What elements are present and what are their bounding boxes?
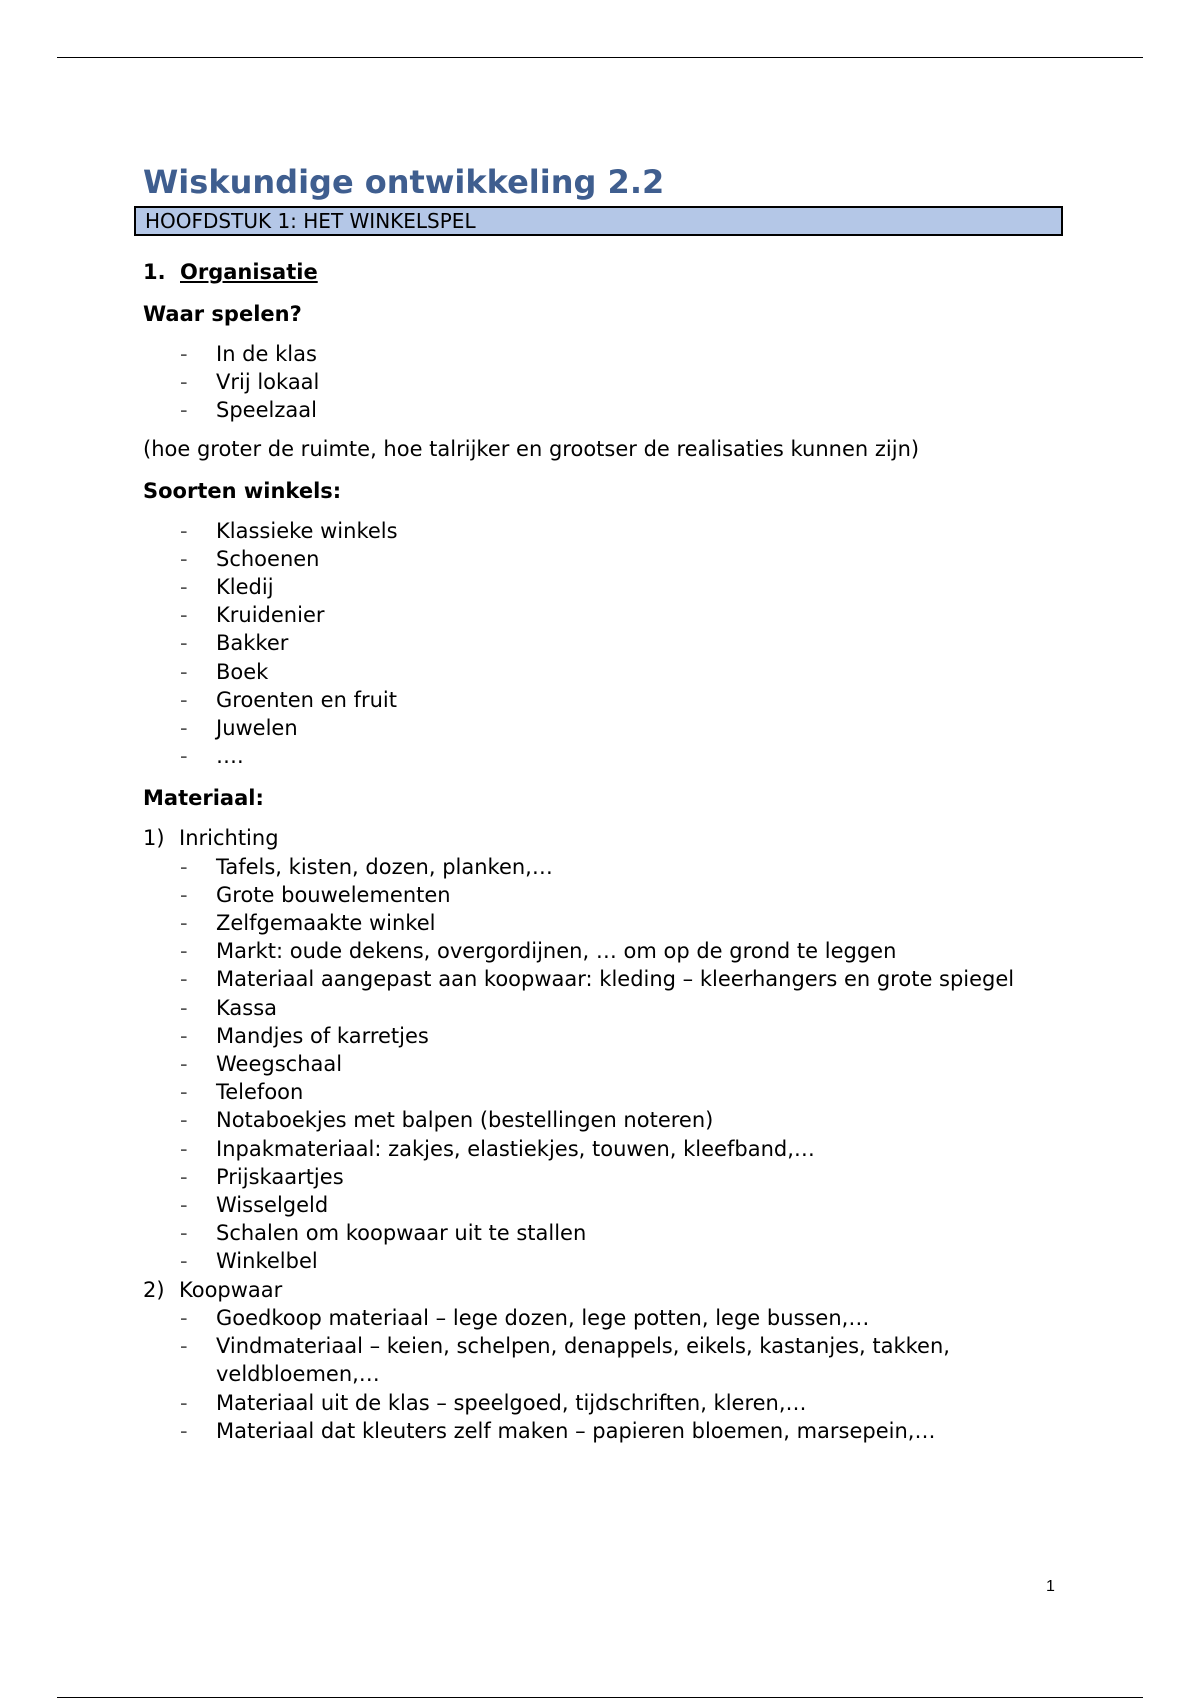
- list-item: [143, 686, 1063, 714]
- list-item: [143, 909, 1063, 937]
- list-item: [143, 881, 1063, 909]
- list-item: [143, 1078, 1063, 1106]
- list-item: [143, 396, 1063, 424]
- chapter-heading: HOOFDSTUK 1: HET WINKELSPEL: [134, 206, 1063, 236]
- shops-list: [143, 517, 1063, 771]
- list-item-text: Telefoon: [216, 1080, 304, 1105]
- page-number: 1: [1046, 1578, 1055, 1595]
- list-item: [143, 1417, 1063, 1445]
- list-item: [143, 601, 1063, 629]
- list-item: [143, 1332, 1063, 1388]
- where-list: [143, 340, 1063, 425]
- dash-bullet: -: [180, 631, 188, 656]
- list-item: [143, 1191, 1063, 1219]
- list-item-text: Goedkoop materiaal – lege dozen, lege potten, lege bussen,…: [216, 1305, 870, 1330]
- list-item: [143, 1022, 1063, 1050]
- list-item: [143, 1304, 1063, 1332]
- dash-bullet: -: [180, 659, 188, 684]
- list-item-text: Schoenen: [216, 546, 320, 571]
- list-item: [143, 965, 1063, 993]
- dash-bullet: -: [180, 716, 188, 741]
- list-item-text: In de klas: [216, 342, 317, 366]
- list-item-text: Vrij lokaal: [216, 370, 320, 395]
- where-heading: Waar spelen?: [143, 302, 302, 326]
- dash-bullet: -: [180, 1249, 188, 1274]
- footer-rule: [57, 1697, 1143, 1698]
- section-number: 1.: [143, 260, 166, 284]
- list-item-text: Schalen om koopwaar uit te stallen: [216, 1221, 587, 1246]
- material-group-heading: [143, 824, 1063, 852]
- list-item-text: Materiaal dat kleuters zelf maken – papieren bloemen, marsepein,…: [216, 1418, 936, 1443]
- list-item: [143, 1247, 1063, 1275]
- dash-bullet: -: [180, 546, 188, 571]
- dash-bullet: -: [180, 1136, 188, 1161]
- list-item-text: Mandjes of karretjes: [216, 1023, 429, 1048]
- list-item-text: Kledij: [216, 575, 274, 600]
- dash-bullet: -: [180, 1023, 188, 1048]
- dash-bullet: -: [180, 1052, 188, 1077]
- list-item-text: Materiaal aangepast aan koopwaar: kleding – kleerhangers en grote spiegel: [216, 967, 1015, 992]
- list-item-text: Inpakmateriaal: zakjes, elastiekjes, touwen, kleefband,…: [216, 1136, 815, 1161]
- dash-bullet: -: [180, 1108, 188, 1133]
- material-heading: Materiaal:: [143, 786, 264, 811]
- page-content: [143, 160, 1063, 1445]
- list-item-text: ….: [216, 744, 244, 769]
- list-item-text: Markt: oude dekens, overgordijnen, … om op de grond te leggen: [216, 939, 897, 964]
- dash-bullet: -: [180, 939, 188, 964]
- dash-bullet: -: [180, 744, 188, 769]
- list-item: [143, 1219, 1063, 1247]
- list-item: [143, 340, 1063, 368]
- list-item: [143, 368, 1063, 396]
- dash-bullet: -: [180, 967, 188, 992]
- dash-bullet: -: [180, 911, 188, 936]
- material-group-number: 1): [143, 826, 165, 851]
- list-item-text: Speelzaal: [216, 398, 317, 423]
- list-item: [143, 658, 1063, 686]
- list-item-text: Bakker: [216, 631, 289, 656]
- dash-bullet: -: [180, 1080, 188, 1105]
- material-groups: [143, 824, 1063, 1444]
- dash-bullet: -: [180, 1418, 188, 1443]
- dash-bullet: -: [180, 518, 188, 543]
- list-item: [143, 1106, 1063, 1134]
- list-item: [143, 937, 1063, 965]
- section-heading: [143, 258, 1063, 286]
- list-item-text: Tafels, kisten, dozen, planken,…: [216, 854, 553, 879]
- list-item: [143, 1389, 1063, 1417]
- list-item-text: Klassieke winkels: [216, 518, 398, 543]
- list-item-text: Zelfgemaakte winkel: [216, 911, 436, 936]
- material-group-label: Koopwaar: [179, 1277, 283, 1302]
- list-item: [143, 545, 1063, 573]
- material-group-number: 2): [143, 1277, 165, 1302]
- list-item: [143, 629, 1063, 657]
- list-item-text: Materiaal uit de klas – speelgoed, tijdschriften, kleren,…: [216, 1390, 807, 1415]
- list-item: [143, 853, 1063, 881]
- dash-bullet: -: [180, 1334, 188, 1359]
- list-item-text: Kruidenier: [216, 603, 325, 628]
- list-item: [143, 573, 1063, 601]
- dash-bullet: -: [180, 882, 188, 907]
- dash-bullet: -: [180, 1193, 188, 1218]
- material-group-heading: [143, 1276, 1063, 1304]
- dash-bullet: -: [180, 1164, 188, 1189]
- list-item-text: Prijskaartjes: [216, 1164, 344, 1189]
- dash-bullet: -: [180, 575, 188, 600]
- material-group-list: [143, 1304, 1063, 1445]
- dash-bullet: -: [180, 398, 188, 423]
- list-item: [143, 517, 1063, 545]
- dash-bullet: -: [180, 603, 188, 628]
- dash-bullet: -: [180, 1390, 188, 1415]
- list-item-text: Vindmateriaal – keien, schelpen, denappels, eikels, kastanjes, takken, veldbloemen,…: [216, 1334, 950, 1387]
- material-group-list: [143, 853, 1063, 1276]
- list-item: [143, 994, 1063, 1022]
- dash-bullet: -: [180, 854, 188, 879]
- where-note: (hoe groter de ruimte, hoe talrijker en grootser de realisaties kunnen zijn): [143, 436, 920, 461]
- list-item-text: Winkelbel: [216, 1249, 318, 1274]
- list-item-text: Wisselgeld: [216, 1193, 329, 1218]
- list-item: [143, 1050, 1063, 1078]
- list-item: [143, 742, 1063, 770]
- document-title: Wiskundige ontwikkeling 2.2: [143, 163, 665, 201]
- header-rule: [57, 57, 1143, 58]
- dash-bullet: -: [180, 370, 188, 395]
- dash-bullet: -: [180, 342, 188, 366]
- list-item-text: Juwelen: [216, 716, 298, 741]
- list-item-text: Groenten en fruit: [216, 687, 397, 712]
- list-item: [143, 1163, 1063, 1191]
- list-item-text: Notaboekjes met balpen (bestellingen noteren): [216, 1108, 714, 1133]
- dash-bullet: -: [180, 1221, 188, 1246]
- dash-bullet: -: [180, 995, 188, 1020]
- list-item-text: Grote bouwelementen: [216, 882, 451, 907]
- list-item-text: Kassa: [216, 995, 278, 1020]
- list-item: [143, 1135, 1063, 1163]
- section-label: Organisatie: [180, 260, 318, 284]
- shops-heading: Soorten winkels:: [143, 478, 342, 503]
- dash-bullet: -: [180, 1305, 188, 1330]
- material-group-label: Inrichting: [179, 826, 279, 851]
- list-item-text: Weegschaal: [216, 1052, 343, 1077]
- list-item-text: Boek: [216, 659, 269, 684]
- dash-bullet: -: [180, 687, 188, 712]
- list-item: [143, 714, 1063, 742]
